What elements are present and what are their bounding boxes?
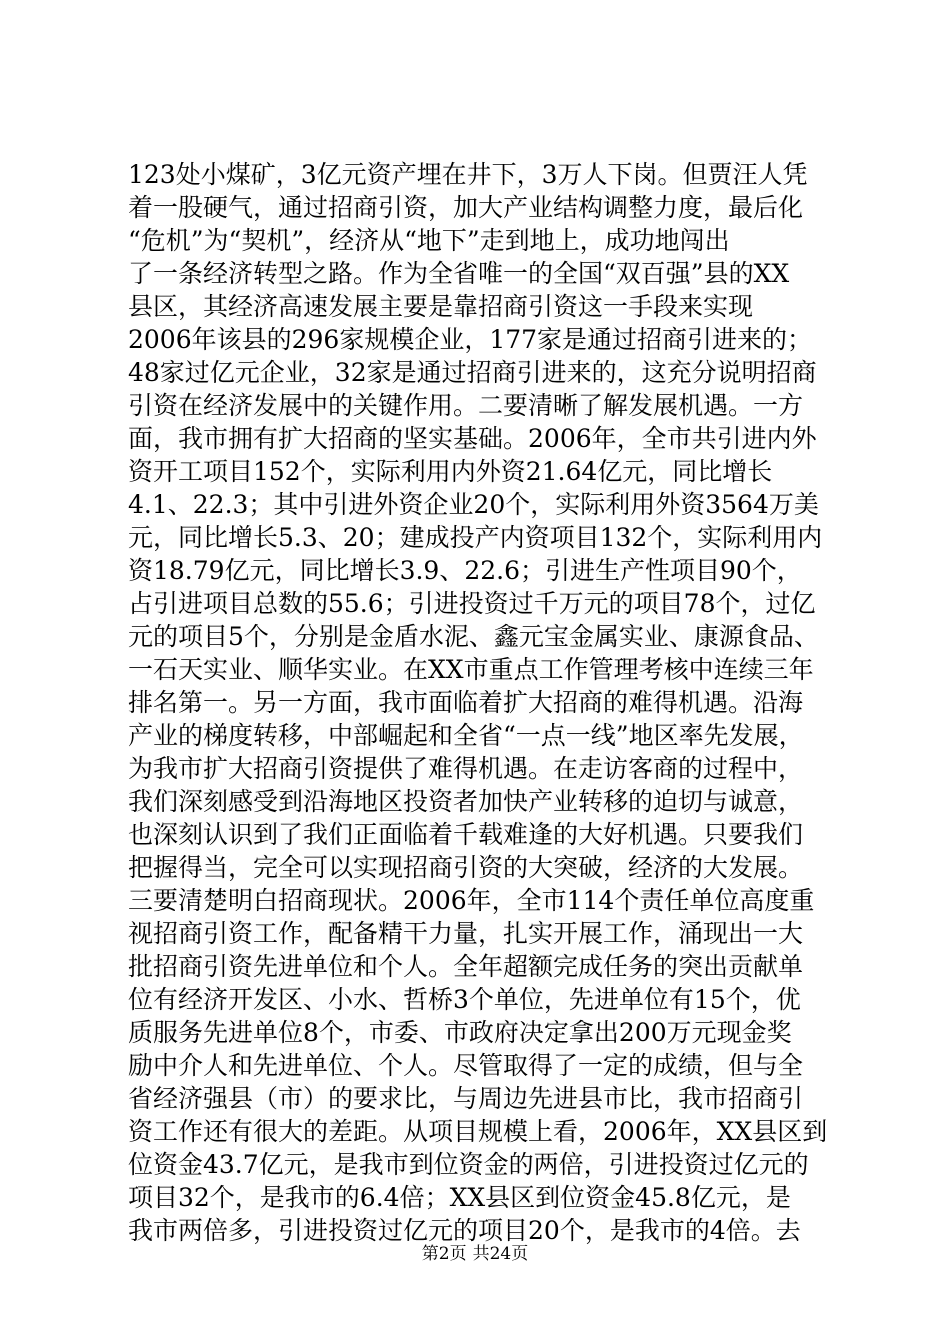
text-line: 批招商引资先进单位和个人。全年超额完成任务的突出贡献单 — [128, 952, 804, 981]
text-line: 4.1、22.3；其中引进外资企业20个，实际利用外资3564万美 — [128, 490, 819, 519]
text-line: 资开工项目152个，实际利用内外资21.64亿元，同比增长 — [128, 457, 773, 486]
text-line: 项目32个，是我市的6.4倍；XX县区到位资金45.8亿元，是 — [128, 1183, 791, 1212]
text-line: 把握得当，完全可以实现招商引资的大突破，经济的大发展。 — [128, 853, 804, 882]
page-total: 共24页 — [472, 1244, 529, 1264]
text-line: 位资金43.7亿元，是我市到位资金的两倍，引进投资过亿元的 — [128, 1150, 809, 1179]
text-line: 123处小煤矿，3亿元资产埋在井下，3万人下岗。但贾汪人凭 — [128, 160, 808, 189]
text-line: 2006年该县的296家规模企业，177家是通过招商引进来的； — [128, 325, 813, 354]
text-line: 引资在经济发展中的关键作用。二要清晰了解发展机遇。一方 — [128, 391, 804, 420]
text-line: 我市两倍多，引进投资过亿元的项目20个，是我市的4倍。去 — [128, 1216, 801, 1245]
document-body — [128, 158, 828, 1247]
text-line: 占引进项目总数的55.6；引进投资过千万元的项目78个，过亿 — [128, 589, 816, 618]
text-line: 我们深刻感受到沿海地区投资者加快产业转移的迫切与诚意， — [128, 787, 804, 816]
text-line: 元的项目5个，分别是金盾水泥、鑫元宝金属实业、康源食品、 — [128, 622, 819, 651]
text-line: 排名第一。另一方面，我市面临着扩大招商的难得机遇。沿海 — [128, 688, 804, 717]
text-line: 一石天实业、顺华实业。在XX市重点工作管理考核中连续三年 — [128, 655, 814, 684]
text-line: 位有经济开发区、小水、哲桥3个单位，先进单位有15个，优 — [128, 985, 801, 1014]
page-number: 第2页 — [421, 1244, 467, 1264]
text-line: 县区，其经济高速发展主要是靠招商引资这一手段来实现 — [128, 292, 754, 321]
text-line: 三要清楚明白招商现状。2006年，全市114个责任单位高度重 — [128, 886, 815, 915]
text-line: 元，同比增长5.3、20；建成投产内资项目132个，实际利用内 — [128, 523, 823, 552]
text-line: 质服务先进单位8个，市委、市政府决定拿出200万元现金奖 — [128, 1018, 792, 1047]
text-line: 48家过亿元企业，32家是通过招商引进来的，这充分说明招商 — [128, 358, 817, 387]
text-line: 着一股硬气，通过招商引资，加大产业结构调整力度，最后化 — [128, 193, 804, 222]
text-line: 面，我市拥有扩大招商的坚实基础。2006年，全市共引进内外 — [128, 424, 817, 453]
text-line: 产业的梯度转移，中部崛起和全省“一点一线”地区率先发展， — [128, 721, 804, 750]
text-line: 了一条经济转型之路。作为全省唯一的全国“双百强”县的XX — [128, 259, 790, 288]
text-line: 也深刻认识到了我们正面临着千载难逢的大好机遇。只要我们 — [128, 820, 804, 849]
text-line: 励中介人和先进单位、个人。尽管取得了一定的成绩，但与全 — [128, 1051, 804, 1080]
text-line: “危机”为“契机”，经济从“地下”走到地上，成功地闯出 — [128, 226, 730, 255]
text-line: 资18.79亿元，同比增长3.9、22.6；引进生产性项目90个， — [128, 556, 802, 585]
text-line: 视招商引资工作，配备精干力量，扎实开展工作，涌现出一大 — [128, 919, 804, 948]
text-line: 省经济强县（市）的要求比，与周边先进县市比，我市招商引 — [128, 1084, 804, 1113]
page-footer — [0, 1243, 950, 1265]
text-line: 为我市扩大招商引资提供了难得机遇。在走访客商的过程中， — [128, 754, 804, 783]
text-line: 资工作还有很大的差距。从项目规模上看，2006年，XX县区到 — [128, 1117, 828, 1146]
